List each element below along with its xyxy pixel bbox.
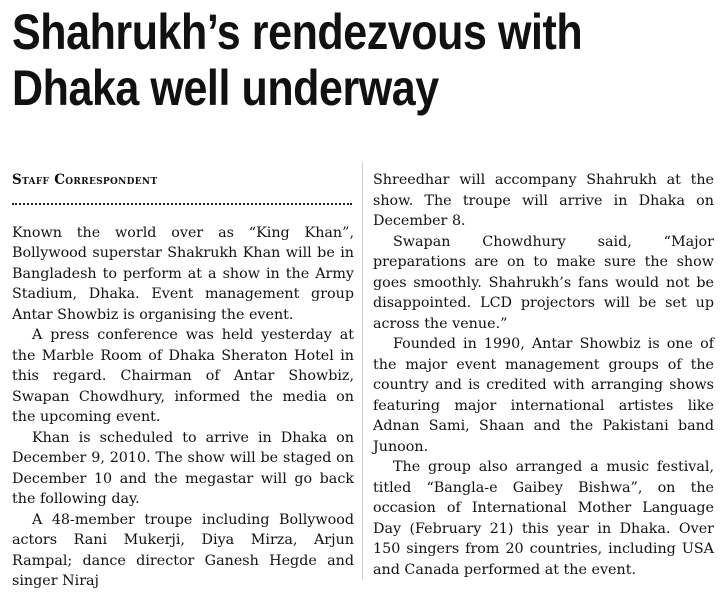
column-divider xyxy=(362,162,363,580)
byline: Staff Correspondent xyxy=(12,172,158,188)
paragraph-2: A press conference was held yesterday at the Marble Room of Dhaka Sheraton Hotel in this regard. Chairman of Antar Showbiz, Swapan Chowdhury, informed the media on the upcoming event. xyxy=(12,327,354,425)
headline-line-1: Shahrukh’s rendezvous with xyxy=(12,4,583,60)
byline-dotted-rule xyxy=(12,195,352,205)
article-column-left xyxy=(12,170,354,592)
headline-line-2: Dhaka well underway xyxy=(12,60,439,116)
paragraph-1: Known the world over as “King Khan”, Bollywood superstar Shakrukh Khan will be in Bangladesh to perform at a show in the Army Stadium, Dhaka. Event management group Antar Showbiz is organising the event. xyxy=(12,224,354,323)
paragraph-5: Swapan Chowdhury said, “Major preparations are on to make sure the show goes smoothly. Shahrukh’s fans would not be disappointed. LCD projectors will be set up across the venue.” xyxy=(373,233,714,332)
paragraph-3: Khan is scheduled to arrive in Dhaka on December 9, 2010. The show will be staged on December 10 and the megastar will go back the following day. xyxy=(12,429,354,507)
headline xyxy=(12,4,617,116)
paragraph-6: Founded in 1990, Antar Showbiz is one of the major event management groups of the country and is credited with arranging shows featuring major international artistes like Adnan Sami, Shaan and the Pakistani band Junoon. xyxy=(373,336,714,455)
paragraph-4-continued: Shreedhar will accompany Shahrukh at the show. The troupe will arrive in Dhaka on December 8. xyxy=(373,172,714,229)
paragraph-7: The group also arranged a music festival, titled “Bangla-e Gaibey Bishwa”, on the occasion of International Mother Language Day (February 21) this year in Dhaka. Over 150 singers from 20 countries, including USA and Canada performed at the event. xyxy=(373,459,714,578)
paragraph-4-start: A 48-member troupe including Bollywood actors Rani Mukerji, Diya Mirza, Arjun Rampal; dance director Ganesh Hegde and singer Niraj xyxy=(12,511,354,589)
article-column-right xyxy=(373,170,714,580)
